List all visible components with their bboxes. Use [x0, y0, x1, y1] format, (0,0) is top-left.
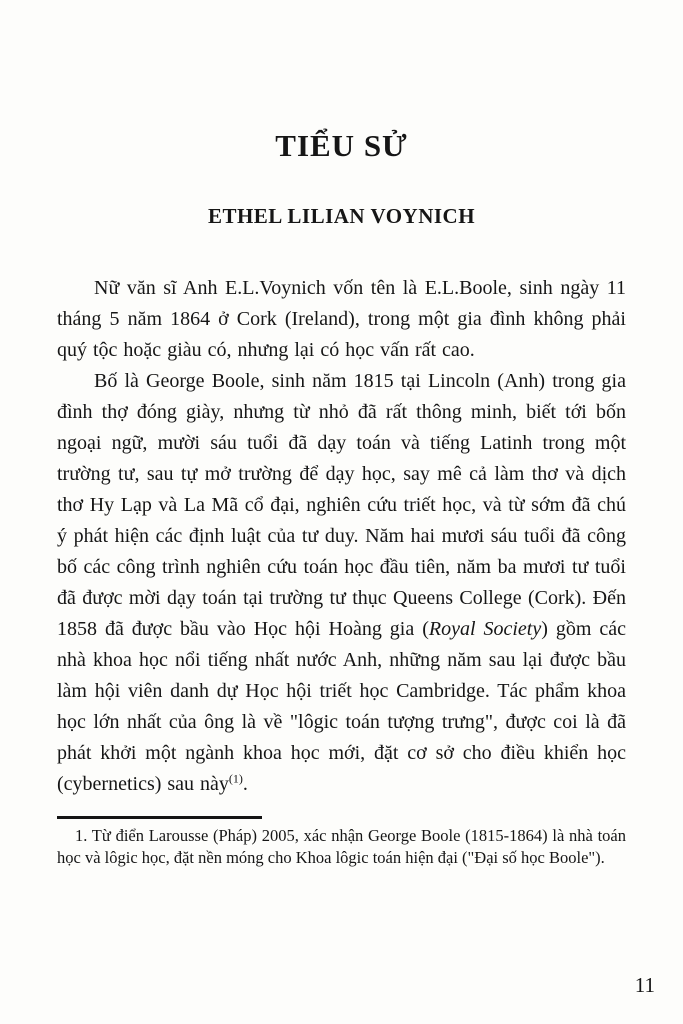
page-title: TIỂU SỬ — [275, 128, 408, 163]
paragraph-1 — [57, 273, 626, 366]
text-segment: ) gồm các nhà khoa học nổi tiếng nhất nước Anh, những năm sau lại được bầu làm hội viên danh dự Học hội triết học Cambridge. Tác phẩm khoa học lớn nhất của ông là về "lôgic toán tượng trưng", được coi là đã phát khởi một ngành khoa học mới, đặt cơ sở cho điều khiển học (cybernetics) sau này — [57, 618, 626, 795]
italic-text-royal-society: Royal Society — [428, 618, 542, 640]
page-number: 11 — [634, 973, 655, 997]
paragraph-2 — [57, 366, 626, 800]
text-segment: Bố là George Boole, sinh năm 1815 tại Lincoln (Anh) trong gia đình thợ đóng giày, nhưng từ nhỏ đã rất thông minh, biết tới bốn ngoại ngữ, mười sáu tuổi đã dạy toán và tiếng Latinh trong một trường tư, sau tự mở trường để dạy học, say mê cả làm thơ và dịch thơ Hy Lạp và La Mã cổ đại, nghiên cứu triết học, và từ sớm đã chú ý phát hiện các định luật của tư duy. Năm hai mươi sáu tuổi đã công bố các công trình nghiên cứu toán học đầu tiên, năm ba mươi tư tuổi đã được mời dạy toán tại trường tư thục Queens College (Cork). Đến 1858 đã được bầu vào Học hội Hoàng gia ( — [57, 370, 626, 640]
chapter-subtitle: ETHEL LILIAN VOYNICH — [207, 204, 476, 228]
footnote-reference-superscript: (1) — [228, 771, 243, 786]
footnote-text: 1. Từ điển Larousse (Pháp) 2005, xác nhận George Boole (1815-1864) là nhà toán học và lôgic học, đặt nền móng cho Khoa lôgic toán hiện đại ("Đại số học Boole"). — [57, 826, 626, 867]
text-segment: Nữ văn sĩ Anh E.L.Voynich vốn tên là E.L.Boole, sinh ngày 11 tháng 5 năm 1864 ở Cork (Ireland), trong một gia đình không phải quý tộc hoặc giàu có, nhưng lại có học vấn rất cao. — [57, 277, 626, 361]
text-segment: . — [242, 773, 248, 795]
footnote-divider-rule — [57, 816, 262, 819]
